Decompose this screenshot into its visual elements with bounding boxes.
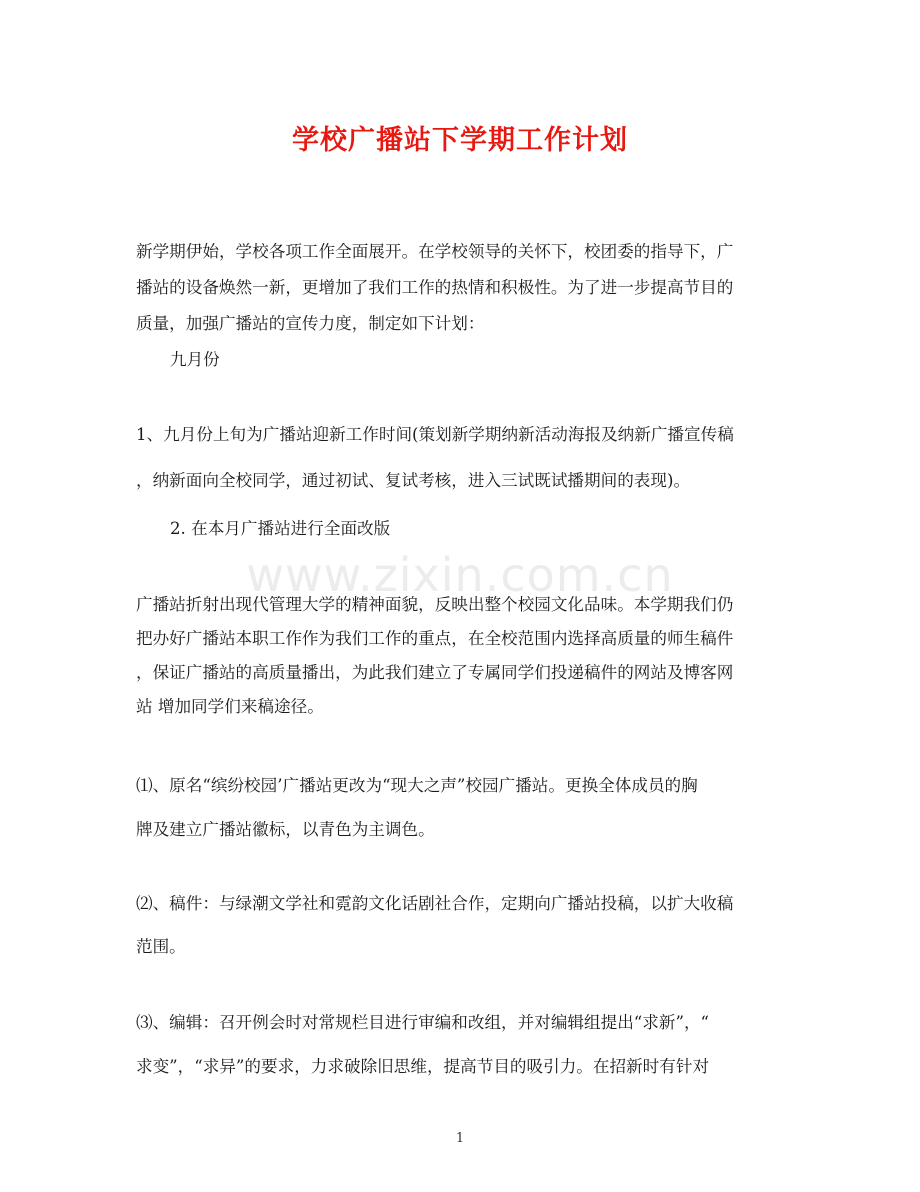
watermark: www.zixin.com.cn: [246, 548, 674, 602]
document-title: 学校广播站下学期工作计划: [292, 125, 628, 156]
text-line: 质量，加强广播站的宣传力度，制定如下计划：: [136, 314, 485, 333]
section-heading-september: 九月份: [170, 350, 220, 369]
text-line: 1、九月份上旬为广播站迎新工作时间(策划新学期纳新活动海报及纳新广播宣传稿: [136, 425, 734, 444]
text-line: 牌及建立广播站徽标，以青色为主调色。: [136, 820, 435, 839]
list-item-heading: 2. 在本月广播站进行全面改版: [170, 519, 391, 538]
page-number: 1: [455, 1131, 465, 1146]
text-line: 把办好广播站本职工作作为我们工作的重点，在全校范围内选择高质量的师生稿件: [136, 629, 734, 648]
text-line: 求变”，“求异”的要求，力求破除旧思维，提高节目的吸引力。在招新时有针对: [136, 1057, 710, 1076]
text-line: 范围。: [136, 937, 186, 956]
text-line: ，纳新面向全校同学，通过初试、复试考核，进入三试既试播期间的表现)。: [136, 471, 691, 490]
text-line: ⑵、稿件：与绿潮文学社和霓韵文化话剧社合作，定期向广播站投稿，以扩大收稿: [136, 894, 734, 913]
text-line: ⑴、原名“缤纷校园’广播站更改为“现大之声”校园广播站。更换全体成员的胸: [136, 776, 698, 795]
text-line: 播站的设备焕然一新，更增加了我们工作的热情和积极性。为了进一步提高节目的: [136, 278, 734, 297]
text-line: 广播站折射出现代管理大学的精神面貌，反映出整个校园文化品味。本学期我们仍: [136, 595, 734, 614]
text-line: ，保证广播站的高质量播出，为此我们建立了专属同学们投递稿件的网站及博客网: [136, 663, 734, 682]
text-line: 新学期伊始，学校各项工作全面展开。在学校领导的关怀下，校团委的指导下，广: [136, 242, 734, 261]
text-line: 站 增加同学们来稿途径。: [136, 697, 324, 716]
text-line: ⑶、编辑：召开例会时对常规栏目进行审编和改组，并对编辑组提出“求新”，“: [136, 1013, 710, 1032]
